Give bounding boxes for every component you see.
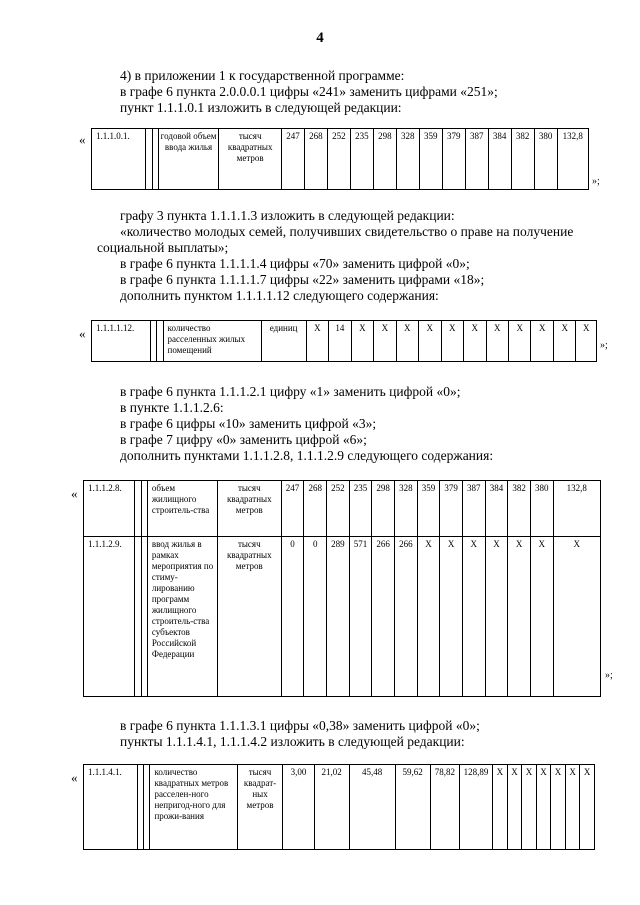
value-cell: 0 <box>281 537 304 697</box>
value-cell: X <box>522 765 537 850</box>
close-mark: »; <box>605 670 613 681</box>
value-cell: 380 <box>534 129 557 190</box>
text-line: в графе 6 пункта 2.0.0.0.1 цифры «241» заменить цифрами «251»; <box>120 84 498 99</box>
value-cell: X <box>531 321 553 362</box>
row-code: 1.1.1.1.12. <box>92 321 151 362</box>
value-cell: 132,8 <box>553 481 600 537</box>
value-cell: 380 <box>530 481 553 537</box>
row-unit: тысяч квадрат-ных метров <box>237 765 283 850</box>
value-cell: X <box>306 321 328 362</box>
value-cell: 247 <box>281 481 304 537</box>
value-cell: 298 <box>372 481 395 537</box>
value-cell: 382 <box>511 129 534 190</box>
value-cell: X <box>464 321 486 362</box>
value-cell: X <box>441 321 463 362</box>
row-unit: единиц <box>261 321 306 362</box>
value-cell: 268 <box>304 129 327 190</box>
row-code: 1.1.1.4.1. <box>84 765 138 850</box>
text-line: в графе 6 пункта 1.1.1.1.7 цифры «22» заменить цифрами «18»; <box>120 272 485 287</box>
value-cell: X <box>508 537 531 697</box>
value-cell: 132,8 <box>557 129 588 190</box>
value-cell: 359 <box>419 129 442 190</box>
value-cell: X <box>493 765 508 850</box>
text-line: в графе 6 пункта 1.1.1.1.4 цифры «70» заменить цифрой «0»; <box>120 256 470 271</box>
table-row <box>84 537 601 697</box>
value-cell: 387 <box>465 129 488 190</box>
open-quote: « <box>71 770 78 785</box>
text-line: в графе 7 цифру «0» заменить цифрой «6»; <box>120 432 367 447</box>
value-cell: X <box>440 537 463 697</box>
value-cell: 268 <box>304 481 327 537</box>
text-line: дополнить пунктами 1.1.1.2.8, 1.1.1.2.9 следующего содержания: <box>120 448 494 463</box>
value-cell: X <box>551 765 566 850</box>
row-name: количество квадратных метров расселен-ного непригод-ного для прожи-вания <box>150 765 237 850</box>
open-quote: « <box>79 326 86 341</box>
page-number: 4 <box>316 30 324 46</box>
value-cell: X <box>530 537 553 697</box>
text-line: в графе 6 цифры «10» заменить цифрой «3»; <box>120 416 377 431</box>
open-quote: « <box>71 486 78 501</box>
value-cell: 379 <box>440 481 463 537</box>
value-cell: X <box>374 321 396 362</box>
value-cell: 328 <box>394 481 417 537</box>
value-cell: 247 <box>281 129 304 190</box>
table-row <box>84 765 595 850</box>
value-cell: 266 <box>372 537 395 697</box>
value-cell: 252 <box>327 481 350 537</box>
text-line: дополнить пунктом 1.1.1.1.12 следующего содержания: <box>120 288 439 303</box>
table-2 <box>91 320 597 362</box>
value-cell: 128,89 <box>459 765 492 850</box>
value-cell: 359 <box>417 481 440 537</box>
value-cell: X <box>396 321 418 362</box>
value-cell: 59,62 <box>395 765 430 850</box>
value-cell: X <box>536 765 551 850</box>
table-1 <box>91 128 589 190</box>
value-cell: 235 <box>349 481 372 537</box>
text-line: в пункте 1.1.1.2.6: <box>120 400 224 415</box>
table-3 <box>83 480 601 697</box>
value-cell: X <box>576 321 597 362</box>
value-cell: 289 <box>327 537 350 697</box>
value-cell: X <box>553 321 575 362</box>
value-cell: X <box>553 537 600 697</box>
value-cell: 235 <box>350 129 373 190</box>
value-cell: X <box>462 537 485 697</box>
text-line: «количество молодых семей, получивших свидетельство о праве на получение <box>120 224 574 239</box>
row-code: 1.1.1.0.1. <box>92 129 146 190</box>
table-row <box>84 481 601 537</box>
value-cell: 298 <box>373 129 396 190</box>
value-cell: 266 <box>394 537 417 697</box>
value-cell: 45,48 <box>349 765 395 850</box>
row-name: количество расселенных жилых помещений <box>163 321 261 362</box>
row-name: ввод жилья в рамках мероприятия по стиму-лированию программ жилищного строитель-ства субъектов Российской Федерации <box>147 537 217 697</box>
value-cell: 571 <box>349 537 372 697</box>
value-cell: X <box>417 537 440 697</box>
value-cell: 3,00 <box>283 765 314 850</box>
value-cell: 21,02 <box>314 765 349 850</box>
text-line: в графе 6 пункта 1.1.1.2.1 цифру «1» заменить цифрой «0»; <box>120 384 461 399</box>
value-cell: 0 <box>304 537 327 697</box>
text-line: пункты 1.1.1.4.1, 1.1.1.4.2 изложить в следующей редакции: <box>120 734 465 749</box>
table-row <box>92 129 589 190</box>
table-row <box>92 321 597 362</box>
value-cell: X <box>508 321 530 362</box>
value-cell: X <box>507 765 522 850</box>
value-cell: X <box>351 321 373 362</box>
row-unit: тысяч квадратных метров <box>217 537 281 697</box>
text-line: пункт 1.1.1.0.1 изложить в следующей редакции: <box>120 100 402 115</box>
value-cell: X <box>565 765 580 850</box>
row-name: годовой объем ввода жилья <box>158 129 219 190</box>
value-cell: X <box>486 321 508 362</box>
text-line: в графе 6 пункта 1.1.1.3.1 цифры «0,38» заменить цифрой «0»; <box>120 718 480 733</box>
value-cell: X <box>485 537 508 697</box>
close-mark: »; <box>600 340 608 351</box>
row-code: 1.1.1.2.8. <box>84 481 135 537</box>
value-cell: 384 <box>485 481 508 537</box>
text-line: 4) в приложении 1 к государственной программе: <box>120 68 405 83</box>
value-cell: 382 <box>508 481 531 537</box>
value-cell: 328 <box>396 129 419 190</box>
value-cell: X <box>419 321 441 362</box>
value-cell: X <box>580 765 595 850</box>
text-line: графу 3 пункта 1.1.1.1.3 изложить в следующей редакции: <box>120 208 455 223</box>
open-quote: « <box>79 132 86 147</box>
row-code: 1.1.1.2.9. <box>84 537 135 697</box>
text-line: социальной выплаты»; <box>97 240 229 255</box>
value-cell: 252 <box>327 129 350 190</box>
value-cell: 384 <box>488 129 511 190</box>
value-cell: 387 <box>462 481 485 537</box>
table-4 <box>83 764 595 850</box>
value-cell: 14 <box>329 321 351 362</box>
close-mark: »; <box>592 176 600 187</box>
value-cell: 78,82 <box>430 765 459 850</box>
row-name: объем жилищного строитель-ства <box>147 481 217 537</box>
row-unit: тысяч квадратных метров <box>217 481 281 537</box>
value-cell: 379 <box>442 129 465 190</box>
row-unit: тысяч квадратных метров <box>219 129 282 190</box>
